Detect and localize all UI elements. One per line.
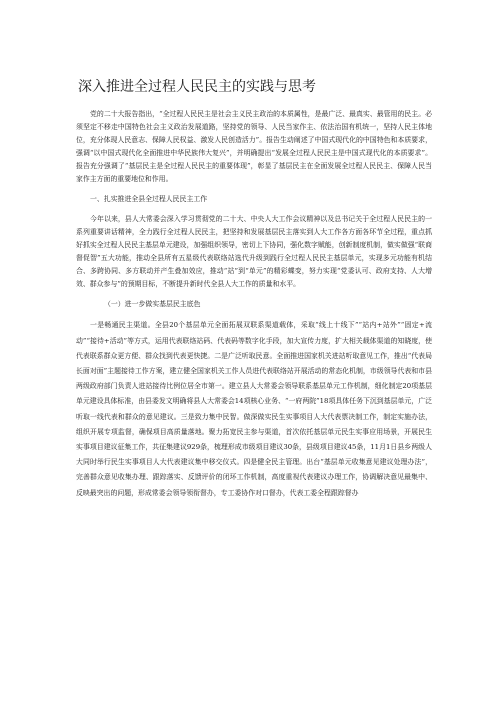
section-heading: 一、扎实推进全县全过程人民民主工作 (90, 194, 208, 203)
document-title: 深入推进全过程人民民主的实践与思考 (78, 79, 316, 95)
document-body (76, 108, 432, 501)
subsection-heading: （一）进一步做实基层民主底色 (104, 300, 201, 309)
subsection-paragraph: 一是畅通民主渠道。全县20个基层单元全面拓展双联系渠道载体，采取“线上十线下”“站内+站外”“固定+流动”“接待+活动”等方式，运用代表联络站码、代表码等数字化手段，加大宣传力度，扩大相关载体渠道的知晓度，使代表联系群众更方便、群众找到代表更快捷。二是广泛听取民意。全面推进国家机关进站听取意见工作，推出“代表局长面对面”主题接待工作方案，建立健全国家机关工作人员进代表联络站开展活动的常态化机制，市级领导代表和市县两级政府部门负责人进站接待比例位居全市第一。建立县人大常委会领导联系基层单元工作机制，细化制定20项基层单元建设具体标准，由县委发文明确将县人大常委会14项核心业务、“一府两院”18项具体任务下沉到基层单元，广泛听取一线代表和群众的意见建议。三是致力集中民智。做深做实民生实事项目人大代表票决制工作，制定实施办法，组织开展专项监督，确保项目高质量落地。聚力拓宽民主参与渠道，首次依托基层单元民生实事应用场景，开展民生实事项目建议征集工作，共征集建议929条，梳理形成市级项目建议30条，县级项目建议45条，11月1日县乡两级人大同时举行民生实事项目人大代表建议集中移交仪式。四是健全民主管理。出台“基层单元收集意见建议处理办法”，完善群众意见收集办理、跟踪落实、反馈评价的闭环工作机制，高度重视代表建议办理工作，协调解决意见最集中、反映最突出的问题，形成常委会领导领衔督办，专工委协作对口督办，代表工委全程跟踪督办 (76, 321, 432, 497)
intro-paragraph: 党的二十大报告指出，“全过程人民民主是社会主义民主政治的本质属性，是最广泛、最真实、最管用的民主。必须坚定不移走中国特色社会主义政治发展道路，坚持党的领导、人民当家作主、依法治国有机统一，坚持人民主体地位，充分体现人民意志、保障人民权益、激发人民创造活力”。报告生动阐述了中国式现代化的中国特色和本质要求，强调“以中国式现代化全面推进中华民族伟大复兴”，并明确提出“发展全过程人民民主是中国式现代化的本质要求”。报告充分强调了“基层民主是全过程人民民主的重要体现”，彰显了基层民主在全面发展全过程人民民主、保障人民当家作主方面的重要地位和作用。 (76, 110, 432, 184)
section-paragraph: 今年以来，县人大常委会深入学习贯彻党的二十大、中央人大工作会议精神以及总书记关于全过程人民民主的一系列重要讲话精神，全力践行全过程人民民主，把坚持和发展基层民主落实到人大工作各方面各环节全过程，重点抓好抓实全过程人民民主基层单元建设，加强组织领导，密切上下协同，强化数字赋能，创新制度机制，做实做强“联商督促智”五大功能，推动全县所有五星级代表联络站选代升级到践行全过程人民民主基层单元，实现多元功能有机结合、多跨协同、多方联动并产生叠加效应，推动“站”到“单元”的精彩蝶变，努力实现“党委认可、政府支持、人大增效、群众参与”的预期目标，不断提升新时代全县人大工作的质量和水平。 (76, 214, 432, 289)
